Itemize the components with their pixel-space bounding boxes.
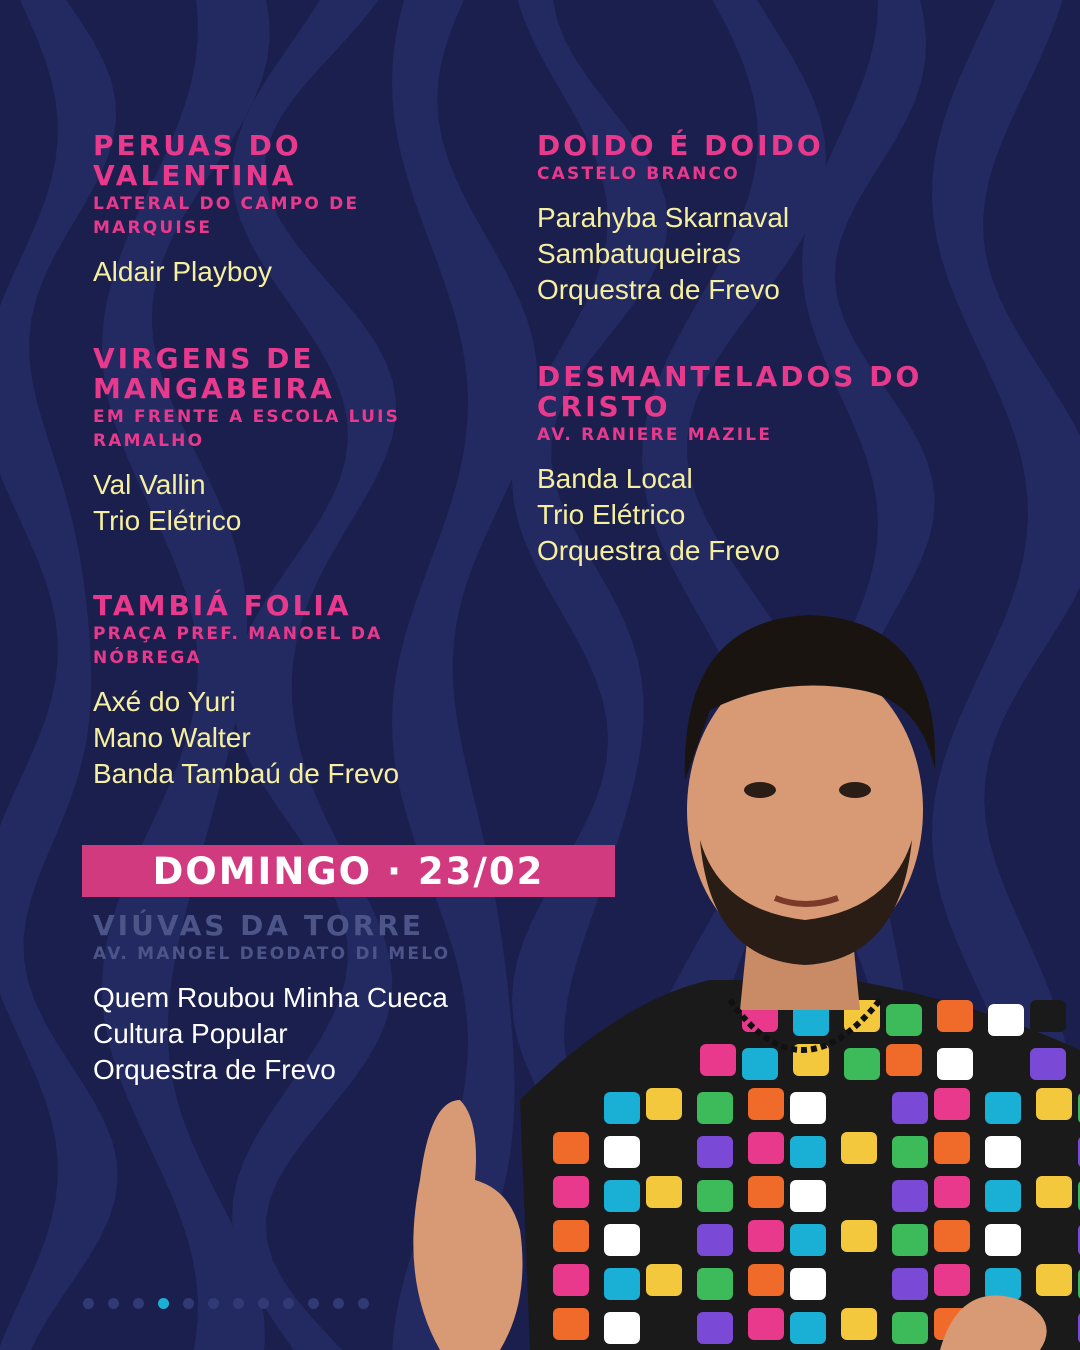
block-location: PRAÇA PREF. MANOEL DA NÓBREGA [93,624,383,668]
shirt-pattern-patch [553,1132,589,1164]
shirt-pattern-patch [841,1088,877,1120]
act-item: Orquestra de Frevo [93,1054,336,1085]
acts-list [537,461,947,569]
shirt-pattern-patch [892,1136,928,1168]
shirt-pattern-patch [646,1220,682,1252]
shirt-pattern-patch [748,1132,784,1164]
shirt-pattern-patch [937,1000,973,1032]
shirt-pattern-patch [985,1092,1021,1124]
shirt-pattern-patch [892,1180,928,1212]
right-eye [839,782,871,798]
block-title: PERUAS DO VALENTINA [93,129,302,192]
block-location: AV. RANIERE MAZILE [537,425,773,445]
carousel-dot[interactable] [133,1298,144,1309]
shirt-pattern-patch [1036,1132,1072,1164]
shirt-pattern-patch [553,1308,589,1340]
act-item: Cultura Popular [93,1018,288,1049]
shirt-pattern-patch [748,1088,784,1120]
shirt-pattern-patch [790,1136,826,1168]
shirt-pattern-patch [697,1224,733,1256]
carousel-dot[interactable] [108,1298,119,1309]
act-item: Trio Elétrico [93,505,242,536]
act-item: Sambatuqueiras [537,238,741,269]
shirt-pattern-patch [985,1180,1021,1212]
block-location: LATERAL DO CAMPO DE MARQUISE [93,194,360,238]
shirt-pattern-patch [985,1224,1021,1256]
shirt-pattern-patch [604,1092,640,1124]
shirt-pattern-patch [646,1088,682,1120]
shirt-pattern-patch [553,1176,589,1208]
shirt-pattern-patch [841,1308,877,1340]
shirt-pattern-patch [748,1308,784,1340]
carousel-dot[interactable] [308,1298,319,1309]
shirt-pattern-patch [646,1308,682,1340]
shirt-pattern-patch [1030,1048,1066,1080]
shirt-pattern-patch [841,1220,877,1252]
act-item: Mano Walter [93,722,251,753]
acts-list [537,200,937,308]
shirt-pattern-patch [1036,1088,1072,1120]
shirt-pattern-patch [646,1132,682,1164]
shirt-pattern-patch [553,1264,589,1296]
shirt-pattern-patch [790,1312,826,1344]
act-item: Axé do Yuri [93,686,236,717]
event-block-viuvas-da-torre [93,911,573,1088]
shirt-pattern-patch [934,1132,970,1164]
shirt-pattern-patch [985,1268,1021,1300]
shirt-pattern-patch [1036,1264,1072,1296]
act-item: Orquestra de Frevo [537,274,780,305]
shirt-pattern-patch [790,1092,826,1124]
shirt-pattern-patch [988,1044,1024,1076]
block-title: DOIDO É DOIDO [537,129,824,162]
carousel-dot[interactable] [283,1298,294,1309]
event-block-doido-e-doido [537,131,937,308]
shirt-pattern-patch [748,1264,784,1296]
carousel-dot-active[interactable] [158,1298,169,1309]
block-location: EM FRENTE A ESCOLA LUIS RAMALHO [93,407,401,451]
shirt-pattern-patch [697,1268,733,1300]
shirt-pattern-patch [934,1220,970,1252]
shirt-pattern-patch [886,1004,922,1036]
shirt-pattern-patch [934,1176,970,1208]
shirt-pattern-patch [604,1136,640,1168]
act-item: Orquestra de Frevo [537,535,780,566]
acts-list [93,254,423,290]
act-item: Quem Roubou Minha Cueca [93,982,448,1013]
act-item: Trio Elétrico [537,499,686,530]
shirt-pattern-patch [841,1132,877,1164]
block-title: VIÚVAS DA TORRE [93,909,424,942]
shirt-pattern-patch [841,1264,877,1296]
act-item: Banda Tambaú de Frevo [93,758,400,789]
shirt-pattern-patch [697,1312,733,1344]
shirt-pattern-patch [697,1092,733,1124]
shirt-pattern-patch [790,1268,826,1300]
shirt-pattern-patch [985,1136,1021,1168]
shirt-pattern-patch [604,1180,640,1212]
carousel-pagination [83,1298,369,1309]
shirt-pattern-patch [604,1312,640,1344]
act-item: Aldair Playboy [93,256,272,287]
act-item: Banda Local [537,463,693,494]
shirt-pattern-patch [700,1044,736,1076]
block-title: TAMBIÁ FOLIA [93,589,352,622]
shirt-pattern-patch [748,1176,784,1208]
carousel-dot[interactable] [258,1298,269,1309]
shirt-pattern-patch [934,1264,970,1296]
carousel-dot[interactable] [333,1298,344,1309]
carousel-dot[interactable] [183,1298,194,1309]
shirt-pattern-patch [790,1224,826,1256]
shirt-pattern-patch [748,1220,784,1252]
block-title: VIRGENS DE MANGABEIRA [93,342,335,405]
block-location: CASTELO BRANCO [537,164,740,184]
shirt-pattern-patch [553,1220,589,1252]
shirt-pattern-patch [988,1004,1024,1036]
shirt-pattern-patch [892,1268,928,1300]
hand [413,1100,522,1350]
event-block-peruas-do-valentina [93,131,423,290]
day-banner-text: DOMINGO · 23/02 [152,849,545,893]
event-block-virgens-de-mangabeira [93,344,448,539]
acts-list [93,980,573,1088]
shirt-pattern-patch [934,1088,970,1120]
shirt-pattern-patch [892,1224,928,1256]
day-banner [82,845,615,897]
shirt-pattern-patch [1036,1176,1072,1208]
carousel-dot[interactable] [83,1298,94,1309]
shirt-pattern-patch [604,1268,640,1300]
act-item: Parahyba Skarnaval [537,202,790,233]
shirt-pattern-patch [892,1092,928,1124]
carousel-dot[interactable] [358,1298,369,1309]
shirt-pattern-patch [886,1044,922,1076]
shirt-pattern-patch [1030,1000,1066,1032]
shirt-pattern-patch [697,1180,733,1212]
shirt-pattern-patch [937,1048,973,1080]
shirt-pattern-patch [742,1048,778,1080]
shirt-pattern-patch [646,1264,682,1296]
block-location: AV. MANOEL DEODATO DI MELO [93,944,451,964]
acts-list [93,467,448,539]
carousel-dot[interactable] [233,1298,244,1309]
shirt-pattern-patch [841,1176,877,1208]
carousel-dot[interactable] [208,1298,219,1309]
left-eye [744,782,776,798]
shirt-pattern-patch [790,1180,826,1212]
shirt-pattern-patch [646,1176,682,1208]
shirt-pattern-patch [1036,1220,1072,1252]
shirt-pattern-patch [604,1224,640,1256]
event-block-desmantelados-do-cristo [537,362,947,569]
shirt-pattern-patch [892,1312,928,1344]
shirt-pattern-patch [844,1048,880,1080]
shirt-pattern-patch [697,1136,733,1168]
act-item: Val Vallin [93,469,206,500]
block-title: DESMANTELADOS DO CRISTO [537,360,923,423]
